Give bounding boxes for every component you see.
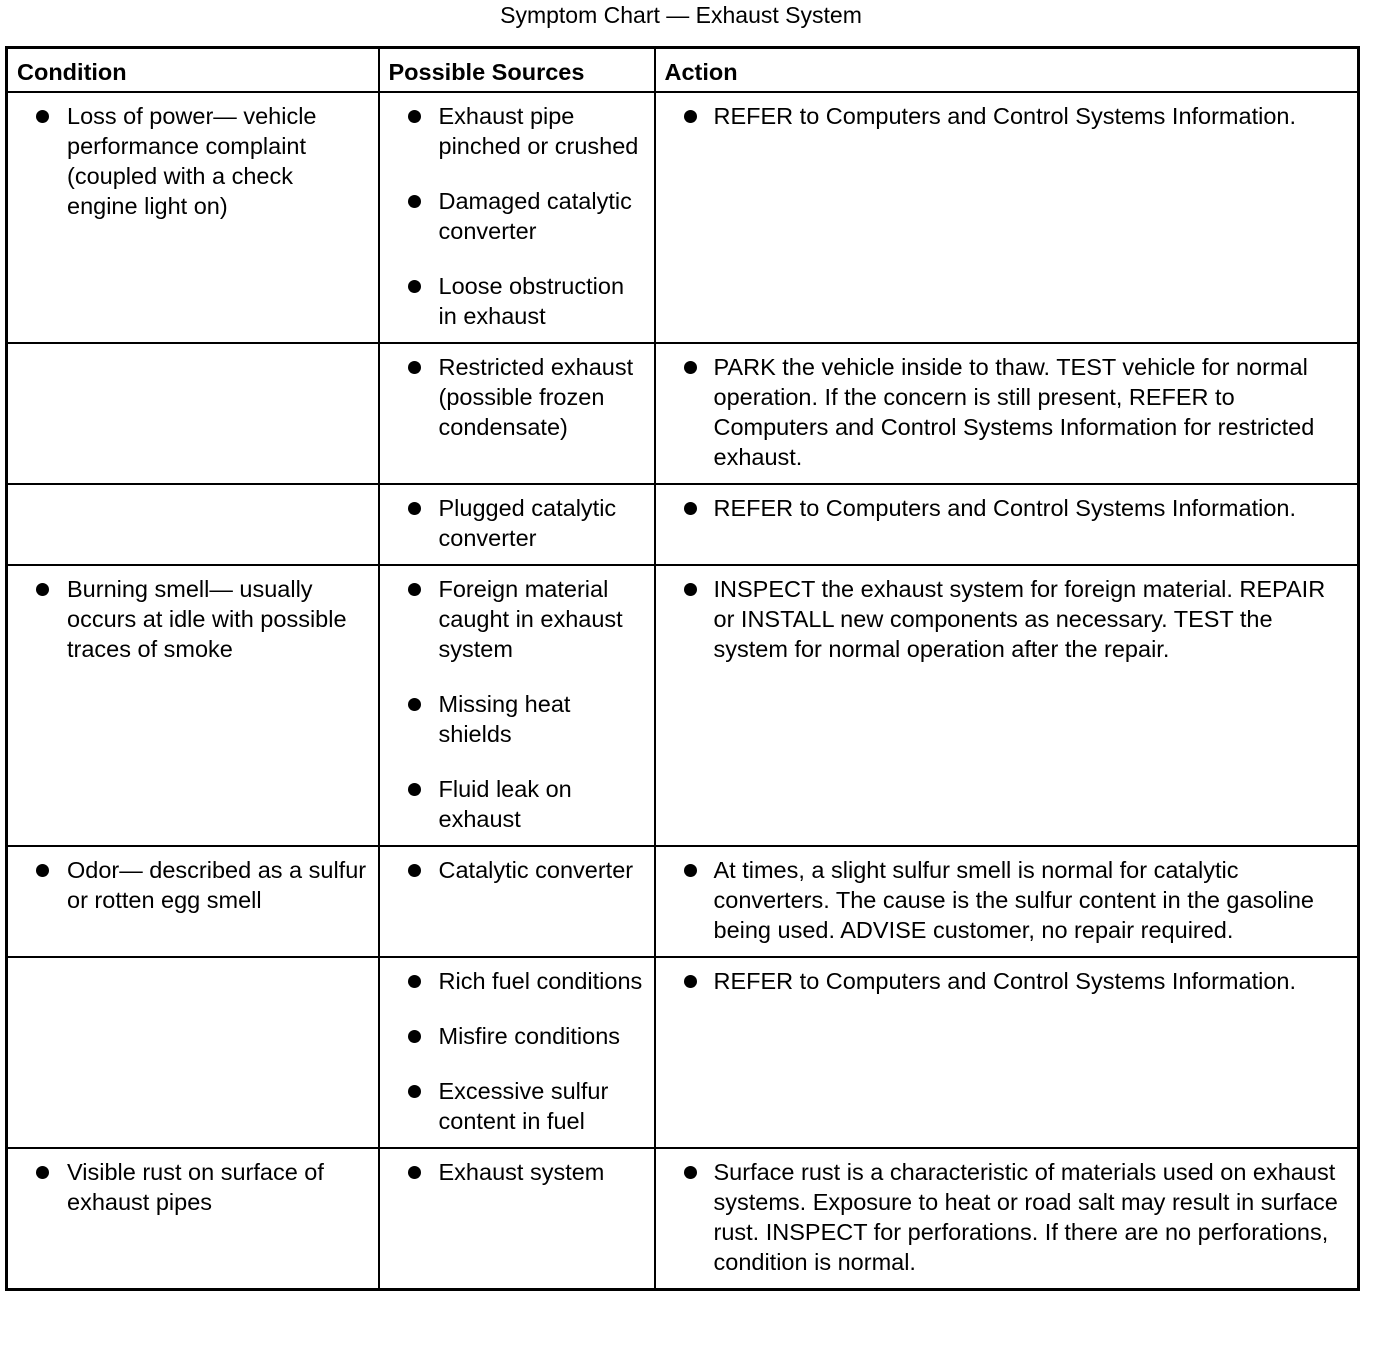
source-text: Catalytic converter <box>438 856 634 883</box>
action-list <box>664 1157 1350 1277</box>
source-text: Fluid leak on exhaust <box>438 775 572 832</box>
condition-text: Visible rust on surface of exhaust pipes <box>67 1158 324 1215</box>
condition-cell <box>7 1148 379 1290</box>
action-cell <box>655 1148 1359 1290</box>
source-cell <box>379 484 655 565</box>
source-text: Foreign material caught in exhaust system <box>438 575 623 662</box>
action-cell <box>655 484 1359 565</box>
list-item <box>388 271 646 331</box>
list-item <box>16 101 370 221</box>
list-item <box>388 855 646 885</box>
list-item <box>664 966 1350 996</box>
list-item <box>388 774 646 834</box>
list-item <box>16 574 370 664</box>
action-list <box>664 966 1350 996</box>
action-text: At times, a slight sulfur smell is normal for catalytic converters. The cause is the sulfur content in the gasoline being used. ADVISE customer, no repair required. <box>713 856 1314 943</box>
bullet-icon <box>684 864 697 877</box>
condition-text: Loss of power— vehicle performance complaint (coupled with a check engine light on) <box>67 102 317 219</box>
condition-list <box>16 1157 370 1217</box>
bullet-icon <box>684 110 697 123</box>
bullet-icon <box>408 280 421 293</box>
bullet-icon <box>408 783 421 796</box>
condition-cell <box>7 92 379 343</box>
bullet-icon <box>408 110 421 123</box>
bullet-icon <box>408 361 421 374</box>
list-item <box>664 1157 1350 1277</box>
bullet-icon <box>408 975 421 988</box>
bullet-icon <box>408 1030 421 1043</box>
condition-cell <box>7 957 379 1148</box>
header-condition: Condition <box>7 48 379 92</box>
condition-cell <box>7 565 379 846</box>
source-list <box>388 574 646 834</box>
source-cell <box>379 565 655 846</box>
list-item <box>388 352 646 442</box>
source-cell <box>379 957 655 1148</box>
bullet-icon <box>684 361 697 374</box>
action-text: REFER to Computers and Control Systems Information. <box>713 967 1296 994</box>
action-text: Surface rust is a characteristic of materials used on exhaust systems. Exposure to heat or road salt may result in surface rust. INSPECT for perforations. If there are no perforations, condition is normal. <box>713 1158 1338 1275</box>
list-item <box>664 855 1350 945</box>
source-cell <box>379 343 655 484</box>
list-item <box>388 186 646 246</box>
source-list <box>388 101 646 331</box>
table-row <box>7 565 1359 846</box>
header-action: Action <box>655 48 1359 92</box>
list-item <box>16 1157 370 1217</box>
list-item <box>388 966 646 996</box>
list-item <box>664 101 1350 131</box>
bullet-icon <box>408 1166 421 1179</box>
action-list <box>664 493 1350 523</box>
bullet-icon <box>684 1166 697 1179</box>
source-text: Loose obstruction in exhaust <box>438 272 625 329</box>
source-cell <box>379 92 655 343</box>
bullet-icon <box>36 1166 49 1179</box>
bullet-icon <box>408 1085 421 1098</box>
table-row <box>7 484 1359 565</box>
condition-list <box>16 855 370 915</box>
source-list <box>388 1157 646 1187</box>
list-item <box>388 1157 646 1187</box>
condition-cell <box>7 343 379 484</box>
condition-text: Odor— described as a sulfur or rotten egg smell <box>67 856 367 913</box>
source-text: Misfire conditions <box>438 1022 621 1049</box>
bullet-icon <box>36 864 49 877</box>
bullet-icon <box>684 583 697 596</box>
source-list <box>388 493 646 553</box>
source-list <box>388 966 646 1136</box>
action-cell <box>655 565 1359 846</box>
table-row <box>7 957 1359 1148</box>
header-possible-sources: Possible Sources <box>379 48 655 92</box>
action-cell <box>655 846 1359 957</box>
bullet-icon <box>36 583 49 596</box>
list-item <box>388 1076 646 1136</box>
source-text: Excessive sulfur content in fuel <box>438 1077 609 1134</box>
action-list <box>664 352 1350 472</box>
source-text: Exhaust system <box>438 1158 605 1185</box>
action-list <box>664 855 1350 945</box>
action-list <box>664 574 1350 664</box>
action-text: INSPECT the exhaust system for foreign material. REPAIR or INSTALL new components as necessary. TEST the system for normal operation after the repair. <box>713 575 1326 662</box>
action-text: REFER to Computers and Control Systems Information. <box>713 494 1296 521</box>
action-list <box>664 101 1350 131</box>
list-item <box>16 855 370 915</box>
source-list <box>388 352 646 442</box>
source-text: Damaged catalytic converter <box>438 187 632 244</box>
action-cell <box>655 957 1359 1148</box>
action-text: REFER to Computers and Control Systems Information. <box>713 102 1296 129</box>
source-text: Rich fuel conditions <box>438 967 643 994</box>
condition-list <box>16 574 370 664</box>
chart-title: Symptom Chart — Exhaust System <box>500 2 862 28</box>
table-row <box>7 1148 1359 1290</box>
bullet-icon <box>408 698 421 711</box>
list-item <box>388 493 646 553</box>
source-text: Restricted exhaust (possible frozen condensate) <box>438 353 634 440</box>
bullet-icon <box>36 110 49 123</box>
source-cell <box>379 1148 655 1290</box>
table-row <box>7 846 1359 957</box>
bullet-icon <box>684 502 697 515</box>
condition-cell <box>7 484 379 565</box>
symptom-chart-table <box>5 46 1360 1291</box>
source-text: Exhaust pipe pinched or crushed <box>438 102 639 159</box>
bullet-icon <box>408 502 421 515</box>
action-cell <box>655 343 1359 484</box>
action-cell <box>655 92 1359 343</box>
table-row <box>7 343 1359 484</box>
bullet-icon <box>408 583 421 596</box>
table-body <box>7 92 1359 1290</box>
list-item <box>388 101 646 161</box>
bullet-icon <box>408 195 421 208</box>
list-item <box>388 1021 646 1051</box>
list-item <box>664 574 1350 664</box>
list-item <box>664 352 1350 472</box>
action-text: PARK the vehicle inside to thaw. TEST vehicle for normal operation. If the concern is still present, REFER to Computers and Control Systems Information for restricted exhaust. <box>713 353 1315 470</box>
list-item <box>388 689 646 749</box>
table-row <box>7 92 1359 343</box>
source-cell <box>379 846 655 957</box>
bullet-icon <box>684 975 697 988</box>
list-item <box>664 493 1350 523</box>
source-text: Plugged catalytic converter <box>438 494 617 551</box>
condition-list <box>16 101 370 221</box>
source-list <box>388 855 646 885</box>
source-text: Missing heat shields <box>438 690 571 747</box>
table-header-row <box>7 48 1359 92</box>
condition-cell <box>7 846 379 957</box>
list-item <box>388 574 646 664</box>
bullet-icon <box>408 864 421 877</box>
condition-text: Burning smell— usually occurs at idle with possible traces of smoke <box>67 575 347 662</box>
